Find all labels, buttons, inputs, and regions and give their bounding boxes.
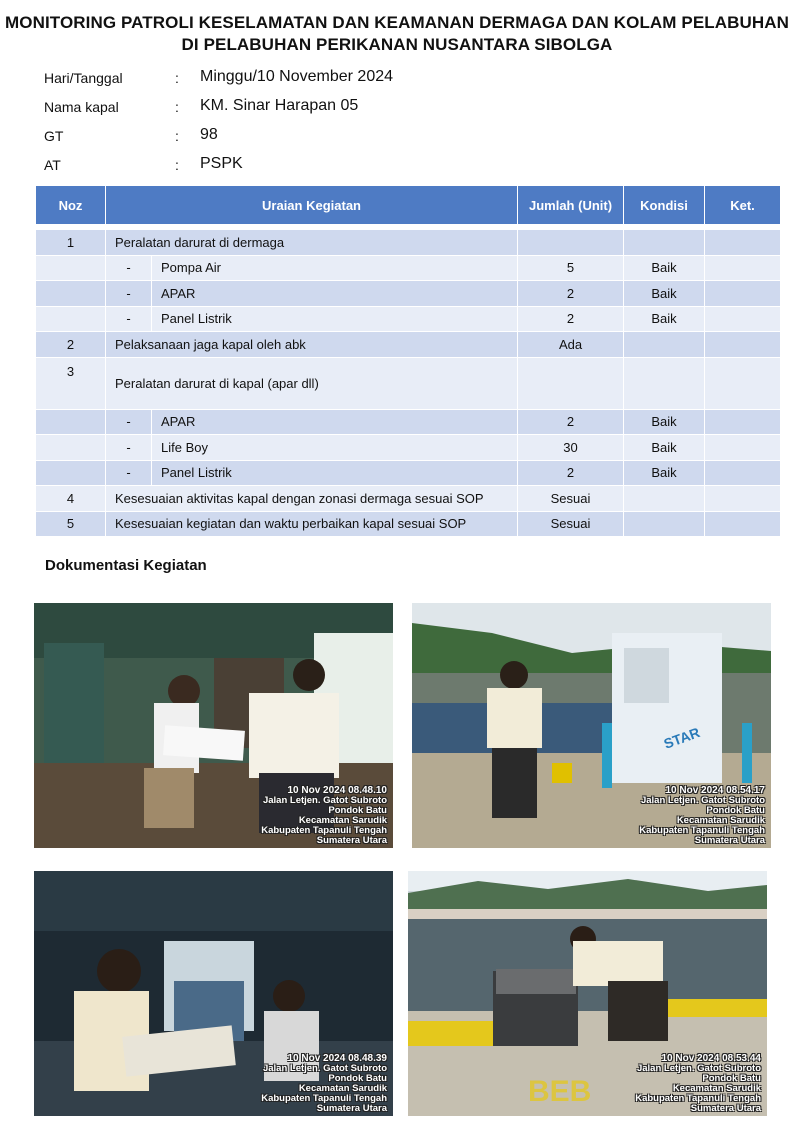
cell-dash: -: [106, 255, 152, 281]
cell-ket: [705, 255, 781, 281]
header-ket: Ket.: [705, 186, 781, 225]
cell-ket: [705, 460, 781, 486]
pavement-text: BEB: [528, 1075, 592, 1108]
table-row: [36, 409, 781, 435]
stamp-street: Jalan Letjen. Gatot Subroto: [262, 1063, 387, 1074]
info-label: GT: [44, 128, 64, 144]
cell-no: [36, 409, 106, 435]
stamp-province: Sumatera Utara: [690, 1103, 761, 1114]
cell-kondisi: [624, 357, 705, 409]
title-line-2: DI PELABUHAN PERIKANAN NUSANTARA SIBOLGA: [181, 35, 613, 54]
cell-jumlah: Ada: [518, 332, 624, 358]
table-header-row: [36, 186, 781, 225]
stamp-regency: Kabupaten Tapanuli Tengah: [635, 1093, 761, 1104]
photo-timestamp: [261, 1054, 387, 1114]
cell-kondisi: [624, 230, 705, 256]
stamp-area: Pondok Batu: [328, 1073, 387, 1084]
stamp-province: Sumatera Utara: [694, 835, 765, 846]
stamp-datetime: 10 Nov 2024 08.48.10: [287, 785, 387, 796]
cell-uraian: Peralatan darurat di kapal (apar dll): [106, 357, 518, 409]
cell-dash: -: [106, 306, 152, 332]
activity-table: [35, 185, 781, 537]
cell-kondisi: Baik: [624, 409, 705, 435]
cell-jumlah: 5: [518, 255, 624, 281]
cell-dash: -: [106, 409, 152, 435]
cell-no: 2: [36, 332, 106, 358]
cell-kondisi: Baik: [624, 435, 705, 461]
cell-jumlah: Sesuai: [518, 486, 624, 512]
cell-uraian: Life Boy: [152, 435, 518, 461]
cell-dash: -: [106, 460, 152, 486]
table-row: [36, 230, 781, 256]
cell-no: 1: [36, 230, 106, 256]
stamp-regency: Kabupaten Tapanuli Tengah: [639, 825, 765, 836]
header-no: Noz: [36, 186, 106, 225]
table-row: [36, 306, 781, 332]
info-value: 98: [200, 126, 218, 143]
stamp-street: Jalan Letjen. Gatot Subroto: [636, 1063, 761, 1074]
cell-dash: -: [106, 281, 152, 307]
stamp-street: Jalan Letjen. Gatot Subroto: [640, 795, 765, 806]
table-row: [36, 357, 781, 409]
cell-uraian: APAR: [152, 409, 518, 435]
cell-jumlah: [518, 357, 624, 409]
stamp-district: Kecamatan Sarudik: [298, 1083, 387, 1094]
photo-engine-room: [34, 603, 393, 848]
cell-uraian: Kesesuaian aktivitas kapal dengan zonasi dermaga sesuai SOP: [106, 486, 518, 512]
cell-no: [36, 255, 106, 281]
photo-harbor-panel: [408, 871, 767, 1116]
cell-ket: [705, 332, 781, 358]
stamp-province: Sumatera Utara: [316, 1103, 387, 1114]
document-title: [0, 12, 794, 56]
photo-dock-pump: [412, 603, 771, 848]
info-value: KM. Sinar Harapan 05: [200, 97, 359, 114]
cell-ket: [705, 357, 781, 409]
header-uraian: Uraian Kegiatan: [106, 186, 518, 225]
cell-kondisi: [624, 486, 705, 512]
cell-ket: [705, 306, 781, 332]
cell-ket: [705, 486, 781, 512]
cell-no: [36, 281, 106, 307]
cell-uraian: APAR: [152, 281, 518, 307]
cell-uraian: Kesesuaian kegiatan dan waktu perbaikan kapal sesuai SOP: [106, 511, 518, 537]
cell-no: [36, 306, 106, 332]
cell-no: 3: [36, 357, 106, 409]
cell-kondisi: Baik: [624, 255, 705, 281]
cell-jumlah: 30: [518, 435, 624, 461]
stamp-area: Pondok Batu: [328, 805, 387, 816]
photo-timestamp: [635, 1054, 761, 1114]
info-label: Hari/Tanggal: [44, 70, 123, 86]
header-jumlah: Jumlah (Unit): [518, 186, 624, 225]
info-colon: :: [175, 157, 179, 173]
info-colon: :: [175, 99, 179, 115]
cell-jumlah: 2: [518, 409, 624, 435]
cell-jumlah: [518, 230, 624, 256]
cell-ket: [705, 435, 781, 461]
cell-ket: [705, 409, 781, 435]
cell-kondisi: [624, 511, 705, 537]
table-row: [36, 281, 781, 307]
cell-uraian: Pompa Air: [152, 255, 518, 281]
info-value: Minggu/10 November 2024: [200, 68, 394, 85]
stamp-area: Pondok Batu: [702, 1073, 761, 1084]
stamp-district: Kecamatan Sarudik: [672, 1083, 761, 1094]
cell-jumlah: 2: [518, 460, 624, 486]
photo-timestamp: [261, 786, 387, 846]
stamp-district: Kecamatan Sarudik: [676, 815, 765, 826]
cell-no: [36, 460, 106, 486]
stamp-datetime: 10 Nov 2024 08.53.44: [661, 1053, 761, 1064]
cell-ket: [705, 230, 781, 256]
cell-kondisi: Baik: [624, 460, 705, 486]
info-colon: :: [175, 70, 179, 86]
cell-ket: [705, 281, 781, 307]
info-label: AT: [44, 157, 61, 173]
cell-uraian: Panel Listrik: [152, 306, 518, 332]
section-title: Dokumentasi Kegiatan: [45, 557, 207, 574]
cell-kondisi: [624, 332, 705, 358]
cell-kondisi: Baik: [624, 306, 705, 332]
info-value: PSPK: [200, 155, 243, 172]
table-row: [36, 255, 781, 281]
stamp-area: Pondok Batu: [706, 805, 765, 816]
cell-no: 5: [36, 511, 106, 537]
cell-kondisi: Baik: [624, 281, 705, 307]
cell-jumlah: Sesuai: [518, 511, 624, 537]
table-row: [36, 460, 781, 486]
photo-ship-cabin: [34, 871, 393, 1116]
cell-jumlah: 2: [518, 306, 624, 332]
pump-sign-text: STAR: [661, 724, 702, 752]
cell-uraian: Pelaksanaan jaga kapal oleh abk: [106, 332, 518, 358]
stamp-regency: Kabupaten Tapanuli Tengah: [261, 1093, 387, 1104]
table-row: [36, 332, 781, 358]
stamp-regency: Kabupaten Tapanuli Tengah: [261, 825, 387, 836]
header-kondisi: Kondisi: [624, 186, 705, 225]
stamp-street: Jalan Letjen. Gatot Subroto: [262, 795, 387, 806]
info-label: Nama kapal: [44, 99, 119, 115]
table-row: [36, 511, 781, 537]
cell-uraian: Panel Listrik: [152, 460, 518, 486]
stamp-province: Sumatera Utara: [316, 835, 387, 846]
cell-uraian: Peralatan darurat di dermaga: [106, 230, 518, 256]
cell-jumlah: 2: [518, 281, 624, 307]
table-row: [36, 486, 781, 512]
stamp-datetime: 10 Nov 2024 08.48.39: [287, 1053, 387, 1064]
info-colon: :: [175, 128, 179, 144]
cell-dash: -: [106, 435, 152, 461]
photo-timestamp: [639, 786, 765, 846]
cell-ket: [705, 511, 781, 537]
stamp-datetime: 10 Nov 2024 08.54.17: [665, 785, 765, 796]
cell-no: [36, 435, 106, 461]
table-row: [36, 435, 781, 461]
title-line-1: MONITORING PATROLI KESELAMATAN DAN KEAMANAN DERMAGA DAN KOLAM PELABUHAN: [4, 13, 790, 32]
cell-no: 4: [36, 486, 106, 512]
stamp-district: Kecamatan Sarudik: [298, 815, 387, 826]
